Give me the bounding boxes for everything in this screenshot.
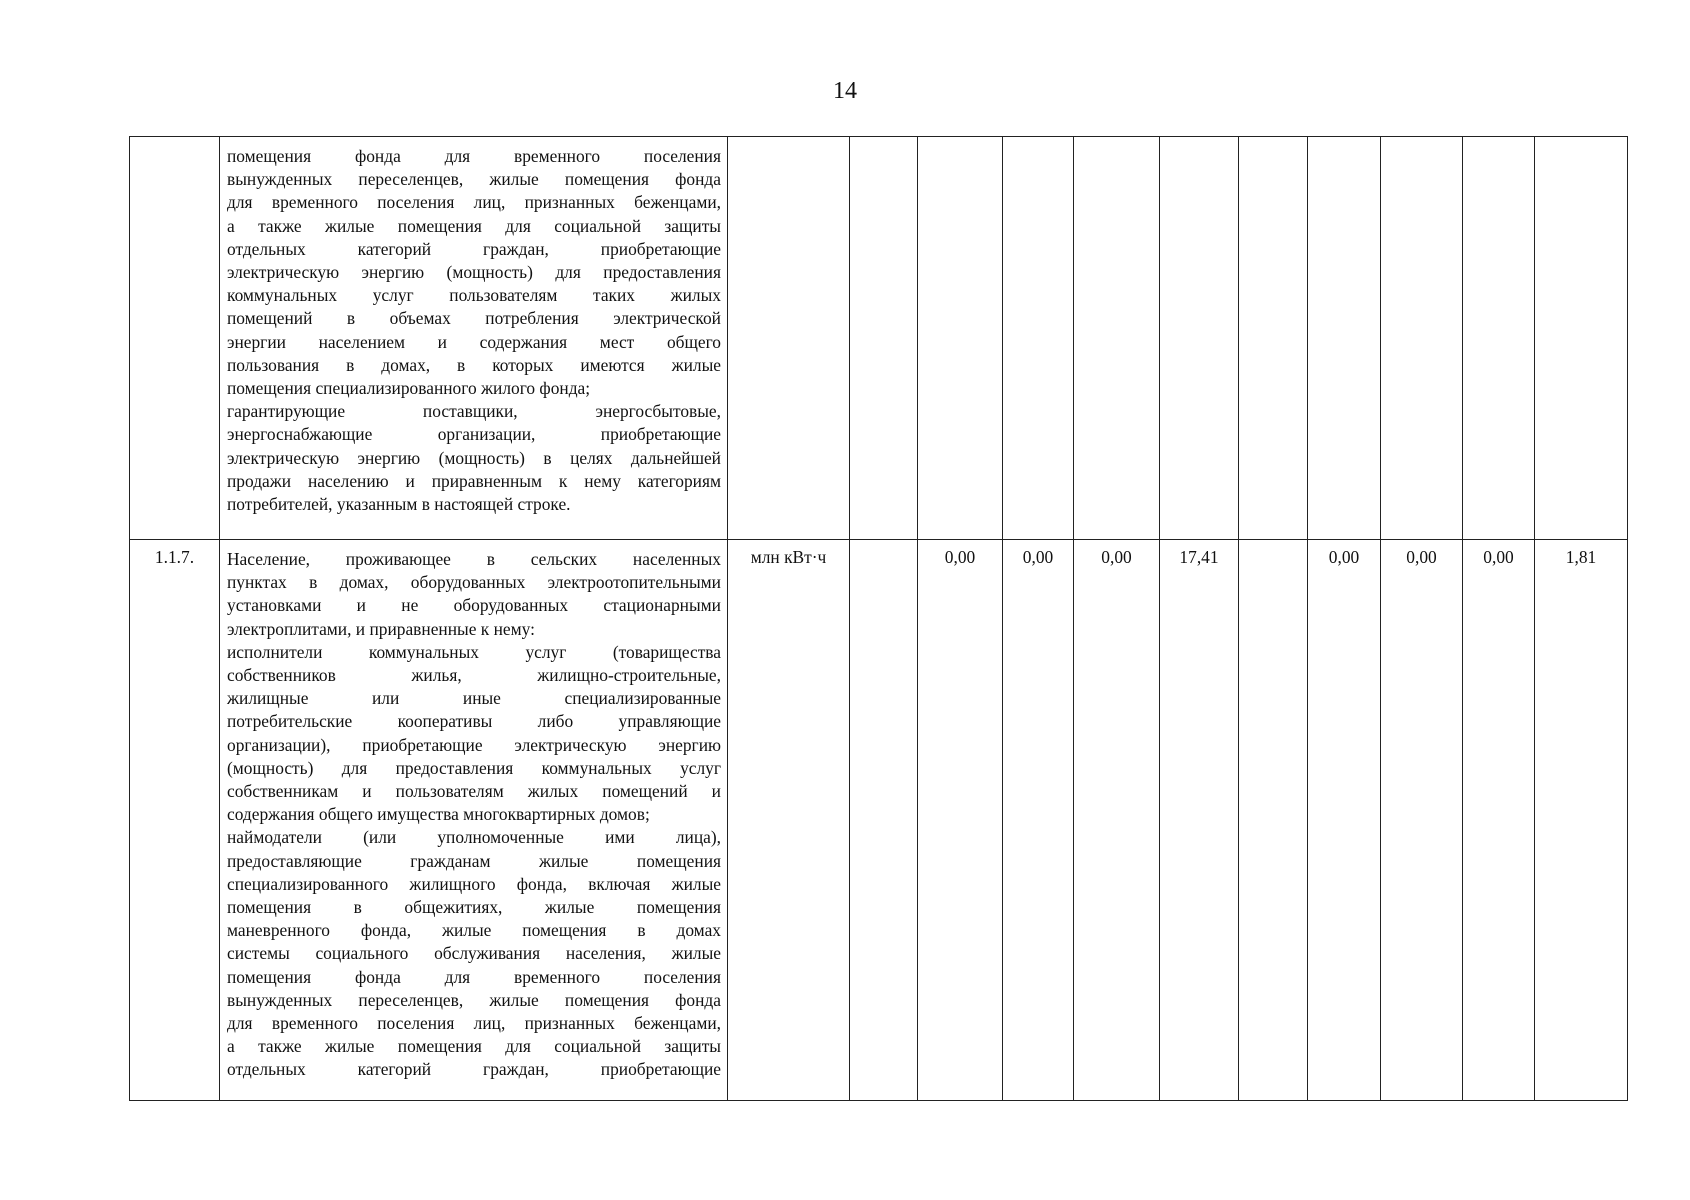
row-description [220, 137, 728, 540]
value-cell [1463, 137, 1535, 540]
row-unit [728, 137, 850, 540]
description-line: электроплитами, и приравненные к нему: [227, 618, 535, 639]
description-line: электрическую энергию (мощность) для предоставления [227, 262, 721, 283]
value-cell: 0,00 [1003, 540, 1074, 1101]
description-line: помещения специализированного жилого фонда; [227, 378, 591, 399]
description-line: энергии населением и содержания мест общего [227, 331, 721, 352]
value-cell [1308, 137, 1381, 540]
description-line: установками и не оборудованных стационарными [227, 595, 721, 616]
description-line: вынужденных переселенцев, жилые помещения фонда [227, 989, 721, 1010]
description-line: помещения фонда для временного поселения [227, 146, 721, 166]
description-line: собственников жилья, жилищно-строительные, [227, 665, 721, 686]
tariff-table [129, 136, 1628, 1101]
description-line: Население, проживающее в сельских населенных [227, 549, 721, 569]
row-unit: млн кВт·ч [728, 540, 850, 1101]
description-line: собственникам и пользователям жилых помещений и [227, 781, 721, 802]
value-cell: 0,00 [918, 540, 1003, 1101]
description-line: продажи населению и приравненным к нему категориям [227, 470, 721, 491]
description-line: электрическую энергию (мощность) в целях дальнейшей [227, 447, 721, 468]
description-line: системы социального обслуживания населения, жилые [227, 943, 721, 964]
value-cell [1535, 137, 1628, 540]
table-row [130, 540, 1628, 1101]
description-line: потребителей, указанным в настоящей строке. [227, 494, 571, 515]
value-cell [1074, 137, 1160, 540]
description-line: маневренного фонда, жилые помещения в домах [227, 920, 721, 941]
description-line: помещения фонда для временного поселения [227, 966, 721, 987]
value-cell: 0,00 [1308, 540, 1381, 1101]
value-cell [850, 137, 918, 540]
description-line: гарантирующие поставщики, энергосбытовые, [227, 401, 721, 422]
description-line: отдельных категорий граждан, приобретающие [227, 1059, 721, 1080]
description-line: пользования в домах, в которых имеются жилые [227, 354, 721, 375]
value-cell [1381, 137, 1463, 540]
value-cell: 0,00 [1463, 540, 1535, 1101]
description-line: а также жилые помещения для социальной защиты [227, 215, 721, 236]
description-line: организации), приобретающие электрическую энергию [227, 734, 721, 755]
description-line: энергоснабжающие организации, приобретающие [227, 424, 721, 445]
description-line: вынужденных переселенцев, жилые помещения фонда [227, 169, 721, 190]
value-cell [1160, 137, 1239, 540]
value-cell: 1,81 [1535, 540, 1628, 1101]
description-line: пунктах в домах, оборудованных электроотопительными [227, 572, 721, 593]
page-number: 14 [833, 78, 857, 104]
value-cell: 17,41 [1160, 540, 1239, 1101]
description-line: содержания общего имущества многоквартирных домов; [227, 804, 650, 825]
value-cell: 0,00 [1074, 540, 1160, 1101]
description-line: исполнители коммунальных услуг (товарищества [227, 641, 721, 662]
value-cell: 0,00 [1381, 540, 1463, 1101]
row-number [130, 137, 220, 540]
value-cell [1003, 137, 1074, 540]
description-line: помещений в объемах потребления электрической [227, 308, 721, 329]
description-line: специализированного жилищного фонда, включая жилые [227, 873, 721, 894]
description-line: для временного поселения лиц, признанных беженцами, [227, 192, 721, 213]
description-line: помещения в общежитиях, жилые помещения [227, 897, 721, 918]
description-line: для временного поселения лиц, признанных беженцами, [227, 1013, 721, 1034]
value-cell [918, 137, 1003, 540]
description-line: жилищные или иные специализированные [227, 688, 721, 709]
description-line: (мощность) для предоставления коммунальных услуг [227, 757, 721, 778]
table-row [130, 137, 1628, 540]
value-cell [1239, 540, 1308, 1101]
row-number: 1.1.7. [130, 540, 220, 1101]
description-line: предоставляющие гражданам жилые помещения [227, 850, 721, 871]
description-line: коммунальных услуг пользователям таких жилых [227, 285, 721, 306]
row-description [220, 540, 728, 1101]
description-line: отдельных категорий граждан, приобретающие [227, 238, 721, 259]
value-cell [1239, 137, 1308, 540]
value-cell [850, 540, 918, 1101]
description-line: наймодатели (или уполномоченные ими лица), [227, 827, 721, 848]
description-line: а также жилые помещения для социальной защиты [227, 1036, 721, 1057]
description-line: потребительские кооперативы либо управляющие [227, 711, 721, 732]
